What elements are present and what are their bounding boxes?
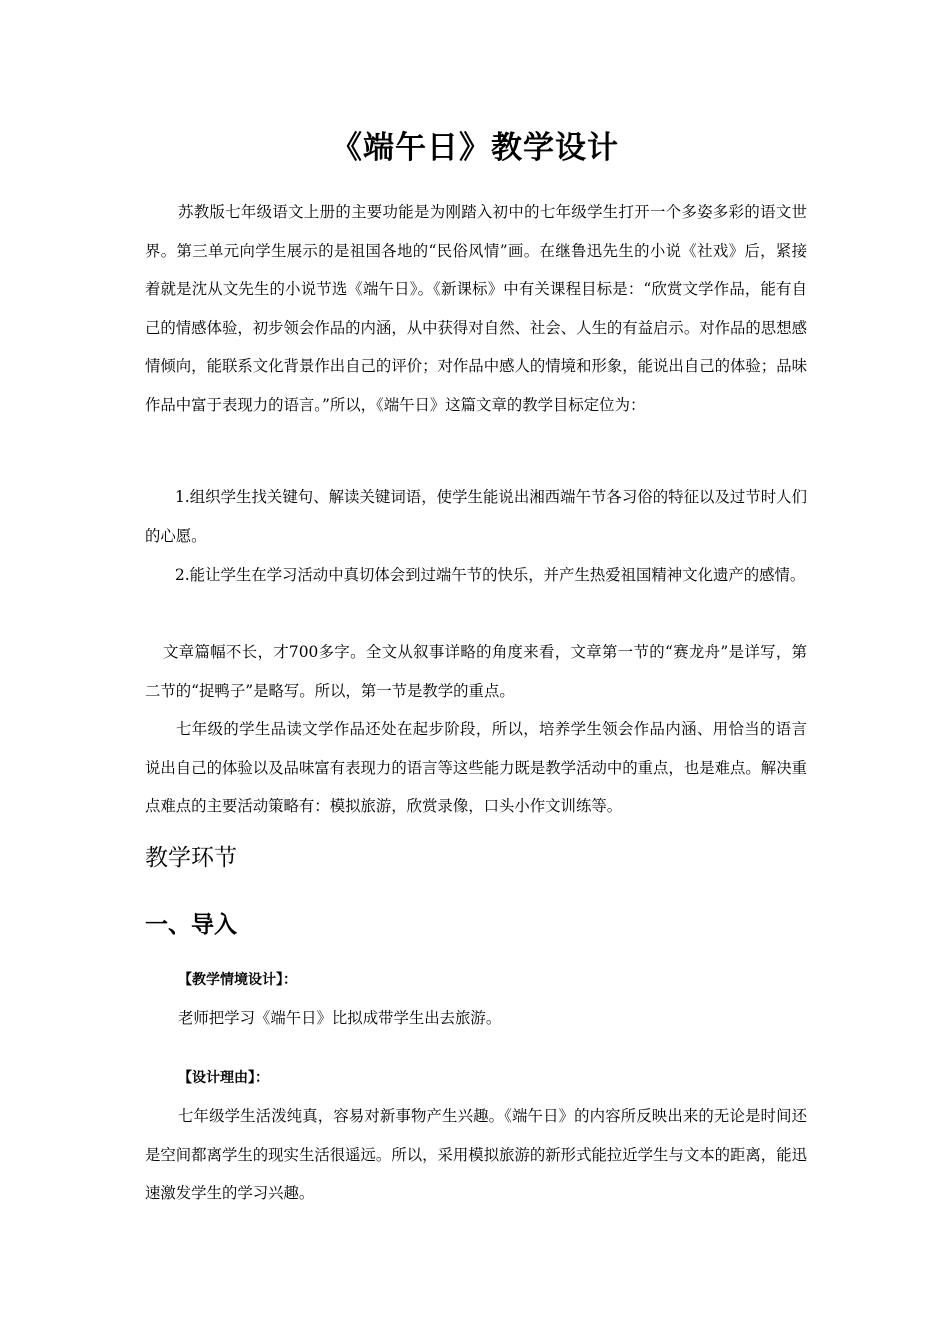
reason-label: 【设计理由】：: [178, 1070, 269, 1086]
difficulty-paragraph: 七年级的学生品读文学作品还处在起步阶段，所以，培养学生领会作品内涵、用恰当的语言说出自己的体验以及品味富有表现力的语言等这些能力既是教学活动中的重点，也是难点。解决重点难点的主要活动策略有：模拟旅游，欣赏录像，口头小作文训练等。: [145, 720, 807, 815]
document-title: 《端午日》教学设计: [331, 130, 619, 166]
reason-text: 七年级学生活泼纯真，容易对新事物产生兴趣。《端午日》的内容所反映出来的无论是时间还是空间都离学生的现实生活很遥远。所以，采用模拟旅游的新形式能拉近学生与文本的距离，能迅速激发学生的学习兴趣。: [145, 1107, 807, 1202]
teaching-goal-2: 2.能让学生在学习活动中真切体会到过端午节的快乐，并产生热爱祖国精神文化遗产的感情。: [175, 566, 806, 584]
design-text: 老师把学习《端午日》比拟成带学生出去旅游。: [178, 1009, 502, 1027]
focus-paragraph: 文章篇幅不长，才700多字。全文从叙事详略的角度来看，文章第一节的“赛龙舟”是详写，第二节的“捉鸭子”是略写。所以，第一节是教学的重点。: [145, 643, 807, 700]
subsection-heading: 一、导入: [145, 912, 237, 938]
section-heading: 教学环节: [145, 845, 237, 871]
intro-paragraph: 苏教版七年级语文上册的主要功能是为刚踏入初中的七年级学生打开一个多姿多彩的语文世界。第三单元向学生展示的是祖国各地的“民俗风情”画。在继鲁迅先生的小说《社戏》后，紧接着就是沈从文先生的小说节选《端午日》。《新课标》中有关课程目标是：“欣赏文学作品，能有自己的情感体验，初步领会作品的内涵，从中获得对自然、社会、人生的有益启示。对作品的思想感情倾向，能联系文化背景作出自己的评价；对作品中感人的情境和形象，能说出自己的体验；品味作品中富于表现力的语言。”所以，《端午日》这篇文章的教学目标定位为：: [145, 203, 807, 414]
design-label: 【教学情境设计】：: [178, 972, 297, 988]
teaching-goal-1: 1.组织学生找关键句、解读关键词语，使学生能说出湘西端午节各习俗的特征以及过节时人们的心愿。: [145, 488, 807, 545]
